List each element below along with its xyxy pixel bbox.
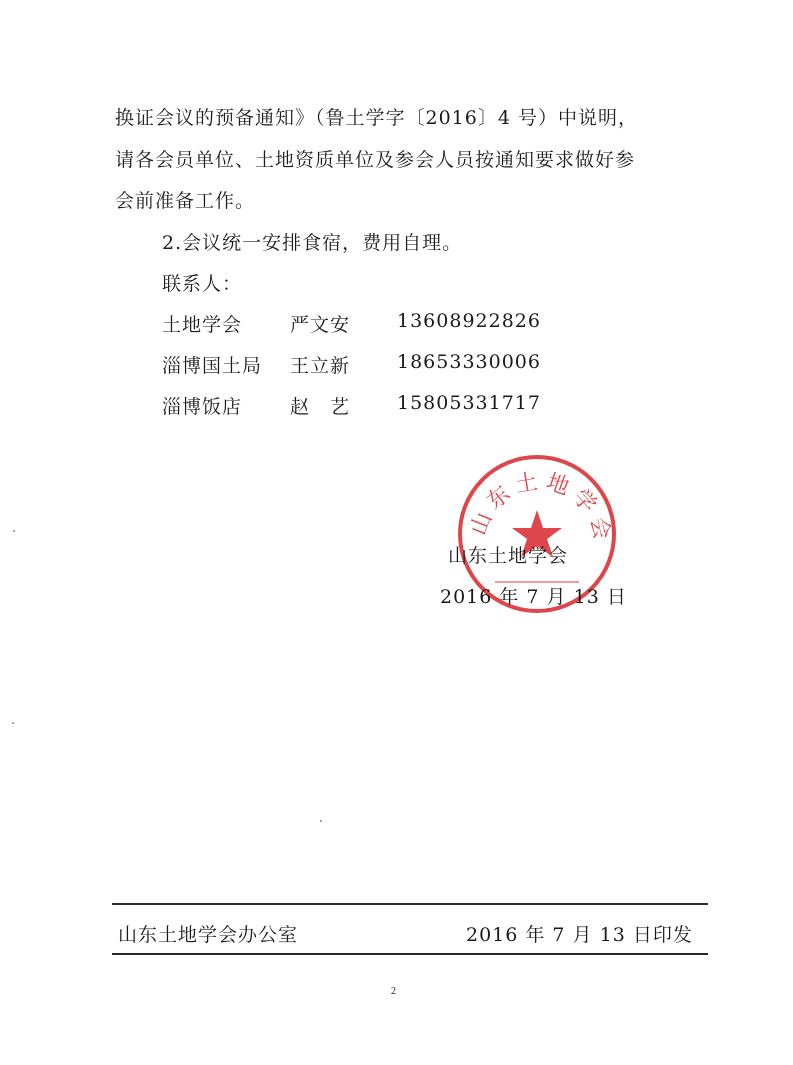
contact-phone: 13608922826: [397, 310, 541, 332]
contact-phone: 15805331717: [397, 392, 541, 414]
contact-name: 赵 艺: [290, 396, 351, 418]
paragraph-line-1: 换证会议的预备通知》（鲁土学字〔2016〕4 号）中说明，: [115, 107, 638, 129]
contact-org: 淄博国土局: [162, 355, 263, 377]
scan-speck: [12, 722, 14, 724]
paragraph-line-3: 会前准备工作。: [115, 190, 256, 212]
scan-speck: [320, 820, 322, 822]
seal-text: 山东土地学会: [466, 468, 616, 548]
signature-org: 山东土地学会: [448, 545, 569, 567]
page-number: 2: [391, 986, 396, 997]
contact-phone: 18653330006: [397, 351, 541, 373]
scan-speck: [13, 530, 15, 532]
item-2-text: 2.会议统一安排食宿，费用自理。: [162, 232, 463, 254]
contacts-label: 联系人：: [162, 273, 243, 295]
footer-top-rule: [112, 903, 708, 905]
contact-name: 王立新: [290, 355, 351, 377]
footer-bottom-rule: [112, 953, 708, 955]
footer-issue-date: 2016 年 7 月 13 日印发: [466, 924, 693, 946]
contact-name: 严文安: [290, 314, 351, 336]
paragraph-line-2: 请各会员单位、土地资质单位及参会人员按通知要求做好参: [115, 149, 636, 171]
contact-org: 土地学会: [162, 314, 243, 336]
signature-date: 2016 年 7 月 13 日: [440, 586, 627, 608]
footer-issuer: 山东土地学会办公室: [118, 924, 299, 946]
contact-org: 淄博饭店: [162, 396, 243, 418]
